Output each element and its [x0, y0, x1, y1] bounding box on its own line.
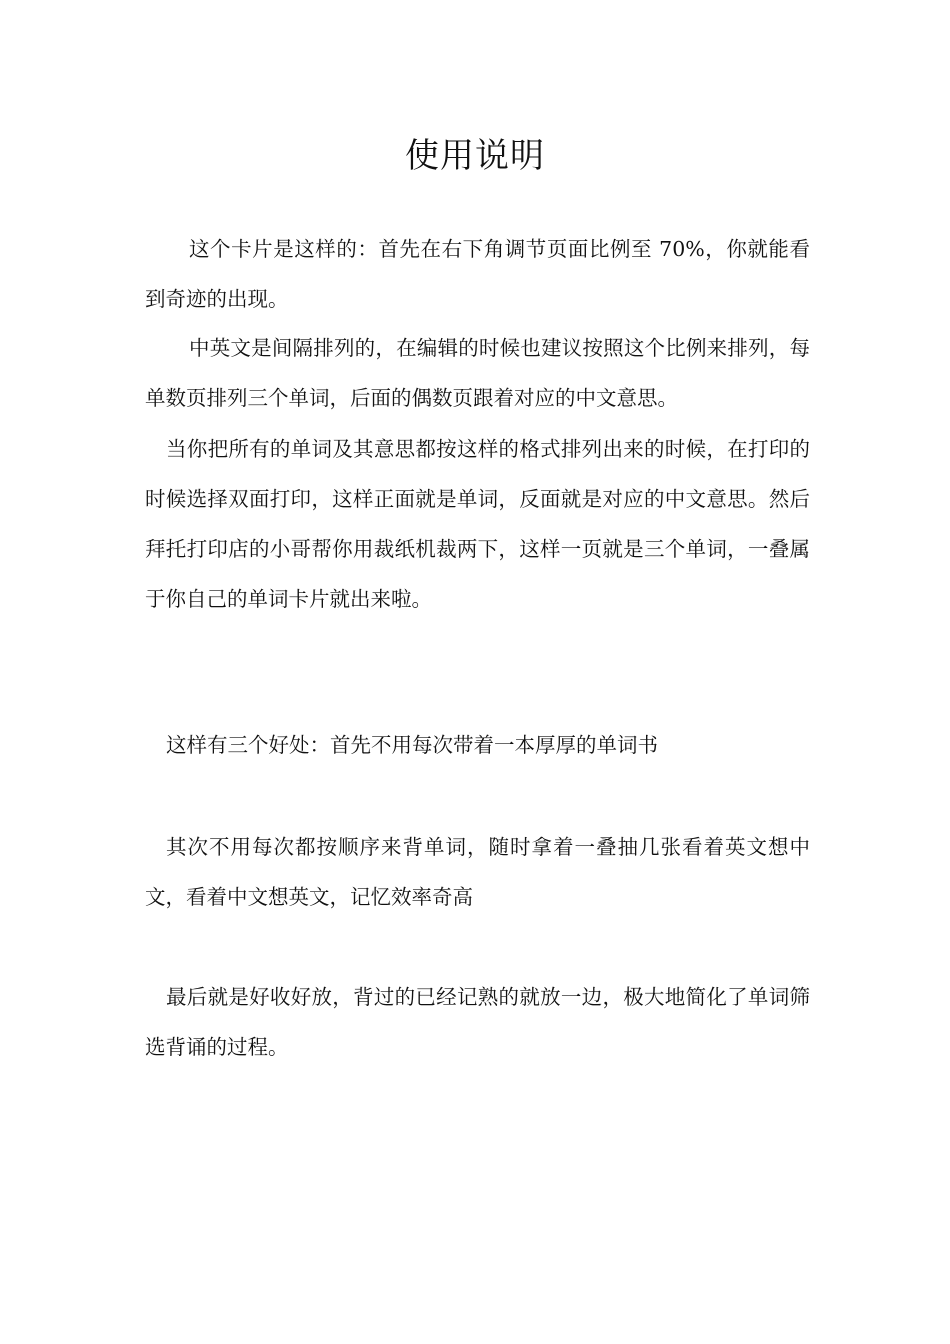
paragraph-layout: 中英文是间隔排列的，在编辑的时候也建议按照这个比例来排列，每单数页排列三个单词，后面的偶数页跟着对应的中文意思。	[145, 336, 810, 410]
paragraph-benefit-3: 最后就是好收好放，背过的已经记熟的就放一边，极大地简化了单词筛选背诵的过程。	[145, 985, 810, 1059]
paragraph-benefit-2: 其次不用每次都按顺序来背单词，随时拿着一叠抽几张看着英文想中文，看着中文想英文，记忆效率奇高	[145, 835, 810, 909]
page-title: 使用说明	[405, 136, 545, 176]
paragraph-intro: 这个卡片是这样的：首先在右下角调节页面比例至 70%，你就能看到奇迹的出现。	[145, 237, 810, 311]
paragraph-benefit-1: 这样有三个好处：首先不用每次带着一本厚厚的单词书	[166, 733, 658, 757]
paragraph-printing: 当你把所有的单词及其意思都按这样的格式排列出来的时候，在打印的时候选择双面打印，这样正面就是单词，反面就是对应的中文意思。然后拜托打印店的小哥帮你用裁纸机裁两下，这样一页就是三个单词，一叠属于你自己的单词卡片就出来啦。	[145, 437, 810, 611]
